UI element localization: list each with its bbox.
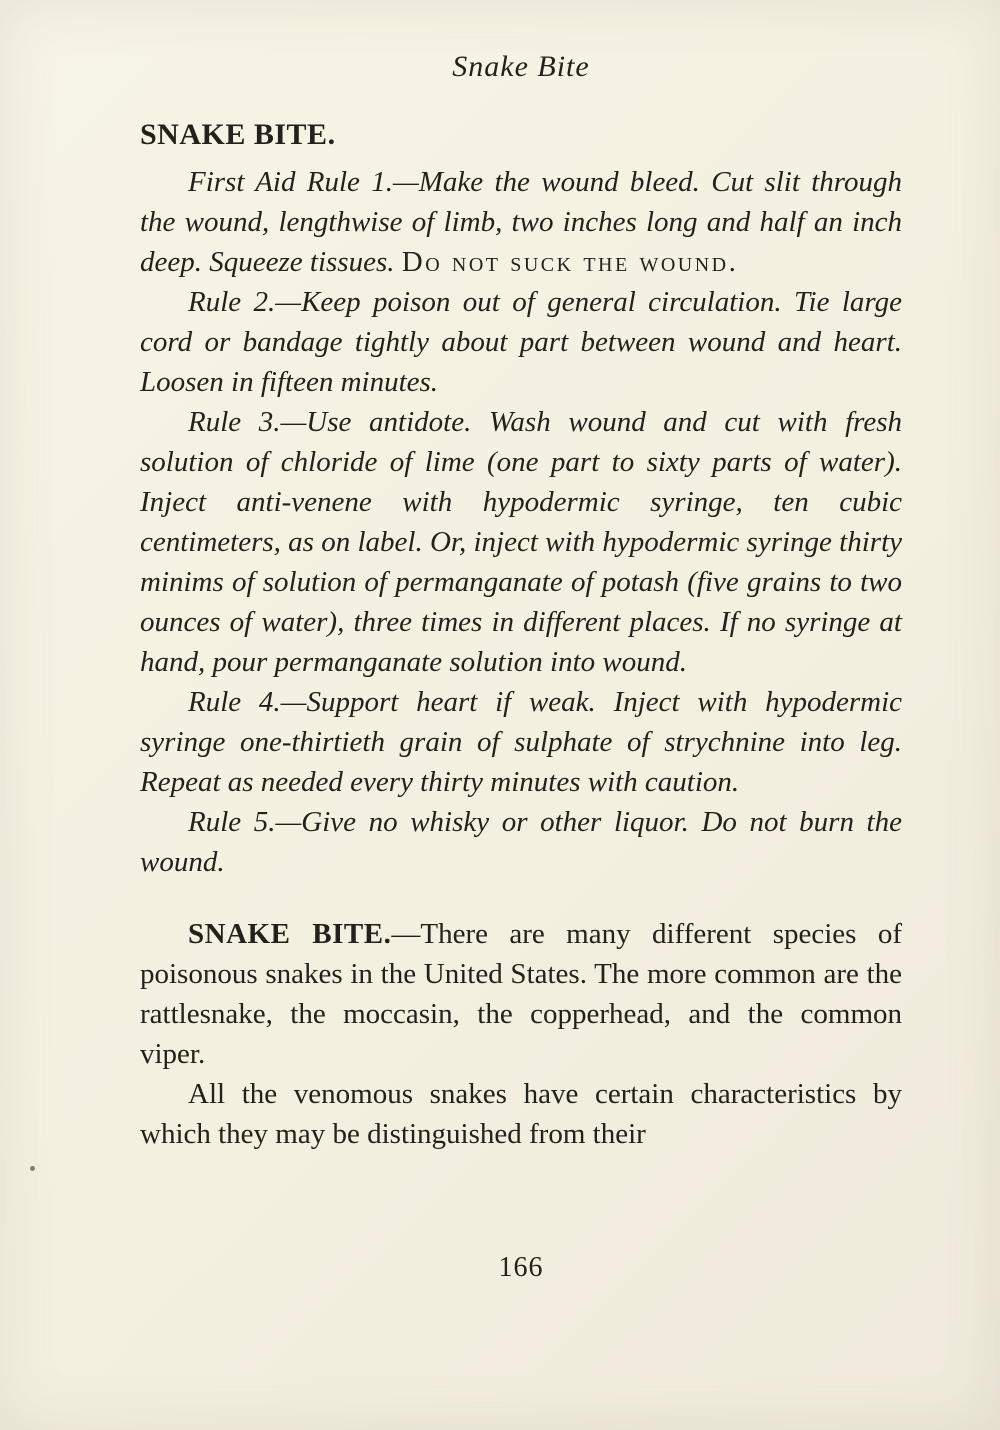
- rule-2-paragraph: Rule 2.—Keep poison out of general circulation. Tie large cord or bandage tightly about part between wound and heart. Loosen in fifteen minutes.: [140, 286, 902, 398]
- body-paragraph-1-text: —There are many different species of poisonous snakes in the United States. The more common are the rattlesnake, the moccasin, the copperhead, and the common viper.: [140, 918, 902, 1070]
- body-paragraph-1-lead: SNAKE BITE.: [188, 918, 392, 950]
- rule-3-paragraph: Rule 3.—Use antidote. Wash wound and cut with fresh solution of chloride of lime (one part to sixty parts of water). Inject anti-venene with hypodermic syringe, ten cubic centimeters, as on label. Or, inject with hypodermic syringe thirty minims of solution of permanganate of potash (five grains to two ounces of water), three times in different places. If no syringe at hand, pour permanganate solution into wound.: [140, 406, 902, 678]
- section-heading: SNAKE BITE.: [140, 118, 336, 151]
- rule-1-text: First Aid Rule 1.—Make the wound bleed. Cut slit through the wound, lengthwise of limb, two inches long and half an inch deep. Squeeze tissues.: [140, 166, 902, 278]
- rule-1-smallcaps-warning: Do not suck the wound.: [401, 246, 739, 278]
- rule-5-paragraph: Rule 5.—Give no whisky or other liquor. Do not burn the wound.: [140, 806, 902, 878]
- rule-1-paragraph: [140, 162, 902, 282]
- running-head: Snake Bite: [452, 50, 590, 83]
- body-paragraph-2: All the venomous snakes have certain characteristics by which they may be distinguished from their: [140, 1078, 902, 1150]
- body-paragraph-1: [140, 914, 902, 1074]
- page-number: 166: [498, 1252, 544, 1283]
- scan-artifact-dot: [30, 1166, 35, 1171]
- rule-4-paragraph: Rule 4.—Support heart if weak. Inject with hypodermic syringe one-thirtieth grain of sulphate of strychnine into leg. Repeat as needed every thirty minutes with caution.: [140, 686, 902, 798]
- page-content: [140, 50, 902, 1154]
